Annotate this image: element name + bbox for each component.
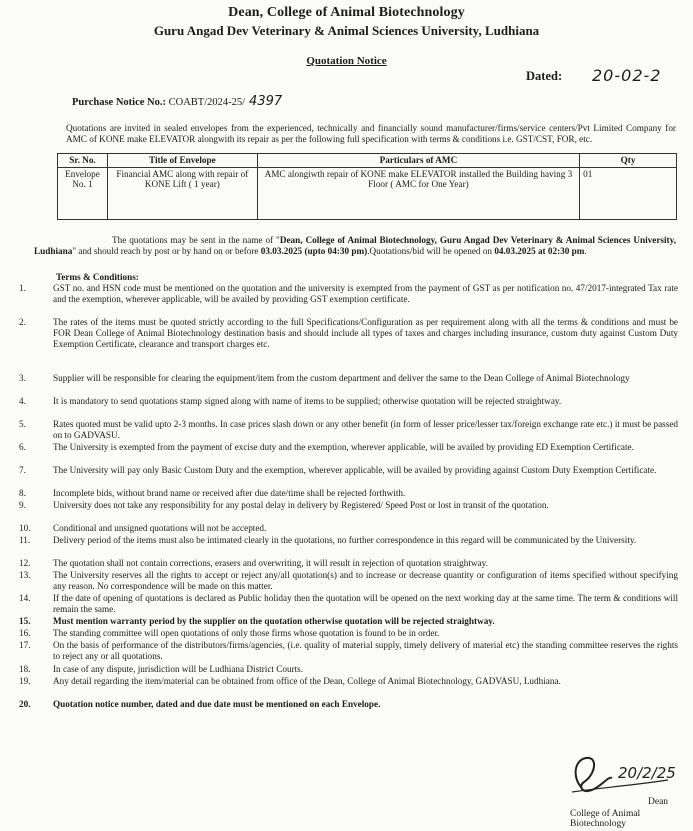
term-number: 18. xyxy=(19,664,31,674)
term-number: 6. xyxy=(19,442,26,452)
signatory-designation: Dean xyxy=(648,797,669,807)
send-text-3: .Quotations/bid will be opened on xyxy=(367,246,495,256)
term-text: The standing committee will open quotations of only those firms whose quotation is found to be in order. xyxy=(53,628,440,638)
term-number: 3. xyxy=(19,373,26,383)
term-text: Delivery period of the items must also be intimated clearly in the quotations, no further correspondence in this regard will be communicated by the University. xyxy=(53,535,637,545)
purchase-notice-handwritten: 4397 xyxy=(249,94,283,109)
term-number: 5. xyxy=(19,419,26,429)
send-text-2: " and should reach by post or by hand on or before xyxy=(72,246,261,256)
submission-paragraph xyxy=(34,235,676,257)
header-dean-title: Dean, College of Animal Biotechnology xyxy=(228,5,465,20)
term-text: It is mandatory to send quotations stamp signed along with name of items to be supplied; otherwise quotation will be rejected straightway. xyxy=(53,396,562,406)
dated-label: Dated: xyxy=(526,69,563,83)
term-number: 1. xyxy=(19,283,26,293)
term-number: 17. xyxy=(19,640,31,650)
notice-title: Quotation Notice xyxy=(306,55,387,67)
send-due-date: 03.03.2025 (upto 04:30 pm) xyxy=(260,246,368,256)
send-addressee: Dean, College of Animal Biotechnology, Guru Angad Dev Veterinary & Animal Sciences University, Ludhiana xyxy=(34,235,676,256)
dated-value: 20-02-2 xyxy=(592,66,662,85)
term-number: 2. xyxy=(19,317,26,327)
cell-particulars: AMC alongiwth repair of KONE make ELEVATOR installed the Building having 3 Floor ( AMC for One Year) xyxy=(257,167,579,219)
term-number: 11. xyxy=(19,535,31,545)
term-text: The rates of the items must be quoted strictly according to the full Specifications/Configuration as per requirement along with all the terms & conditions and must be FOR Dean College of Animal Biotechnology destination basis and should include all types of taxes and charges including insurance, custom duty against Custom Duty Exemption Certificate, clearance and transport charges etc. xyxy=(53,317,678,349)
term-number: 14. xyxy=(19,593,31,603)
term-text: Quotation notice number, dated and due date must be mentioned on each Envelope. xyxy=(53,699,381,709)
term-text: GST no. and HSN code must be mentioned on the quotation and the university is exempted from the payment of GST as per notification no. 47/2017-integrated Tax rate and the exemption, wherever applicable, will be availed by providing GST exemption certificate. xyxy=(53,283,678,304)
term-text: The University reserves all the rights to accept or reject any/all quotation(s) and to increase or decrease quantity or configuration of items specified without specifying any reason. No correspondence will be made on this matter. xyxy=(53,570,678,591)
term-text: Supplier will be responsible for clearing the equipment/item from the custom department and deliver the same to the Dean College of Animal Biotechnology xyxy=(53,373,630,383)
term-number: 4. xyxy=(19,396,26,406)
term-number: 10. xyxy=(19,523,31,533)
terms-heading: Terms & Conditions: xyxy=(56,272,139,282)
term-number: 7. xyxy=(19,465,26,475)
signatory-college: College of Animal Biotechnology xyxy=(570,809,641,829)
send-opening-date: 04.03.2025 at 02:30 pm xyxy=(494,246,585,256)
term-number: 12. xyxy=(19,558,31,568)
specification-table xyxy=(57,153,677,220)
signature-mark xyxy=(568,748,680,796)
cell-title: Financial AMC along with repair of KONE Lift ( 1 year) xyxy=(107,167,257,219)
signature-date: 20/2/25 xyxy=(618,764,676,782)
send-text-1: The quotations may be sent in the name of " xyxy=(112,235,280,245)
term-number: 20. xyxy=(19,699,31,709)
term-text: The University is exempted from the payment of excise duty and the exemption, wherever applicable, will be availed by providing ED Exemption Certificate. xyxy=(53,442,634,452)
purchase-notice-number: COABT/2024-25/ xyxy=(168,97,246,108)
term-text: In case of any dispute, jurisdiction will be Ludhiana District Courts. xyxy=(53,664,304,674)
intro-paragraph: Quotations are invited in sealed envelopes from the experienced, technically and financially sound manufacturer/firms/service centers/Pvt Limited Company for AMC of KONE make ELEVATOR alongwith its repair as per the following full specification with terms & conditions i.e. GST/CST, FOR, etc. xyxy=(66,123,676,144)
cell-qty: 01 xyxy=(580,167,677,219)
col-header-sr: Sr. No. xyxy=(58,154,108,168)
term-text: Incomplete bids, without brand name or received after due date/time shall be rejected forthwith. xyxy=(53,488,406,498)
term-number: 16. xyxy=(19,628,31,638)
term-text: University does not take any responsibility for any postal delay in delivery by Registered/ Speed Post or lost in transit of the quotation. xyxy=(53,500,549,510)
term-text: Must mention warranty period by the supplier on the quotation otherwise quotation will be rejected straightway. xyxy=(53,616,495,626)
col-header-qty: Qty xyxy=(580,154,677,168)
col-header-particulars: Particulars of AMC xyxy=(257,154,579,168)
col-header-title: Title of Envelope xyxy=(107,154,257,168)
table-header-row xyxy=(58,154,677,168)
term-text: The University will pay only Basic Custom Duty and the exemption, wherever applicable, will be availed by providing against Custom Duty Exemption Certificate. xyxy=(53,465,657,475)
send-text-4: . xyxy=(584,246,587,256)
term-number: 13. xyxy=(19,570,31,580)
purchase-notice-line xyxy=(72,94,282,109)
term-text: Rates quoted must be valid upto 2-3 months. In case prices slash down or any other benefit (in form of lesser price/lesser tax/foreign exchange rate etc.) it must be passed on to GADVASU. xyxy=(53,419,678,440)
header-university-title: Guru Angad Dev Veterinary & Animal Sciences University, Ludhiana xyxy=(153,23,540,38)
term-number: 8. xyxy=(19,488,26,498)
term-text: Any detail regarding the item/material can be obtained from office of the Dean, College of Animal Biotechnology, GADVASU, Ludhiana. xyxy=(53,676,561,686)
term-text: Conditional and unsigned quotations will not be accepted. xyxy=(53,523,267,533)
table-row xyxy=(58,167,677,219)
term-number: 19. xyxy=(19,676,31,686)
term-number: 15. xyxy=(19,616,31,626)
term-text: The quotation shall not contain corrections, erasers and overwriting, it will result in rejection of quotation straightway. xyxy=(53,558,488,568)
term-text: If the date of opening of quotations is declared as Public holiday then the quotation will be opened on the next working day at the same time. The term & conditions will remain the same. xyxy=(53,593,678,614)
term-number: 9. xyxy=(19,500,26,510)
term-text: On the basis of performance of the distributors/firms/agencies, (i.e. quality of material supply, timely delivery of material etc) the standing committee reserves the rights to reject any or all quotations. xyxy=(53,640,678,661)
cell-sr: Envelope No. 1 xyxy=(58,167,108,219)
purchase-notice-label: Purchase Notice No.: xyxy=(72,97,166,108)
